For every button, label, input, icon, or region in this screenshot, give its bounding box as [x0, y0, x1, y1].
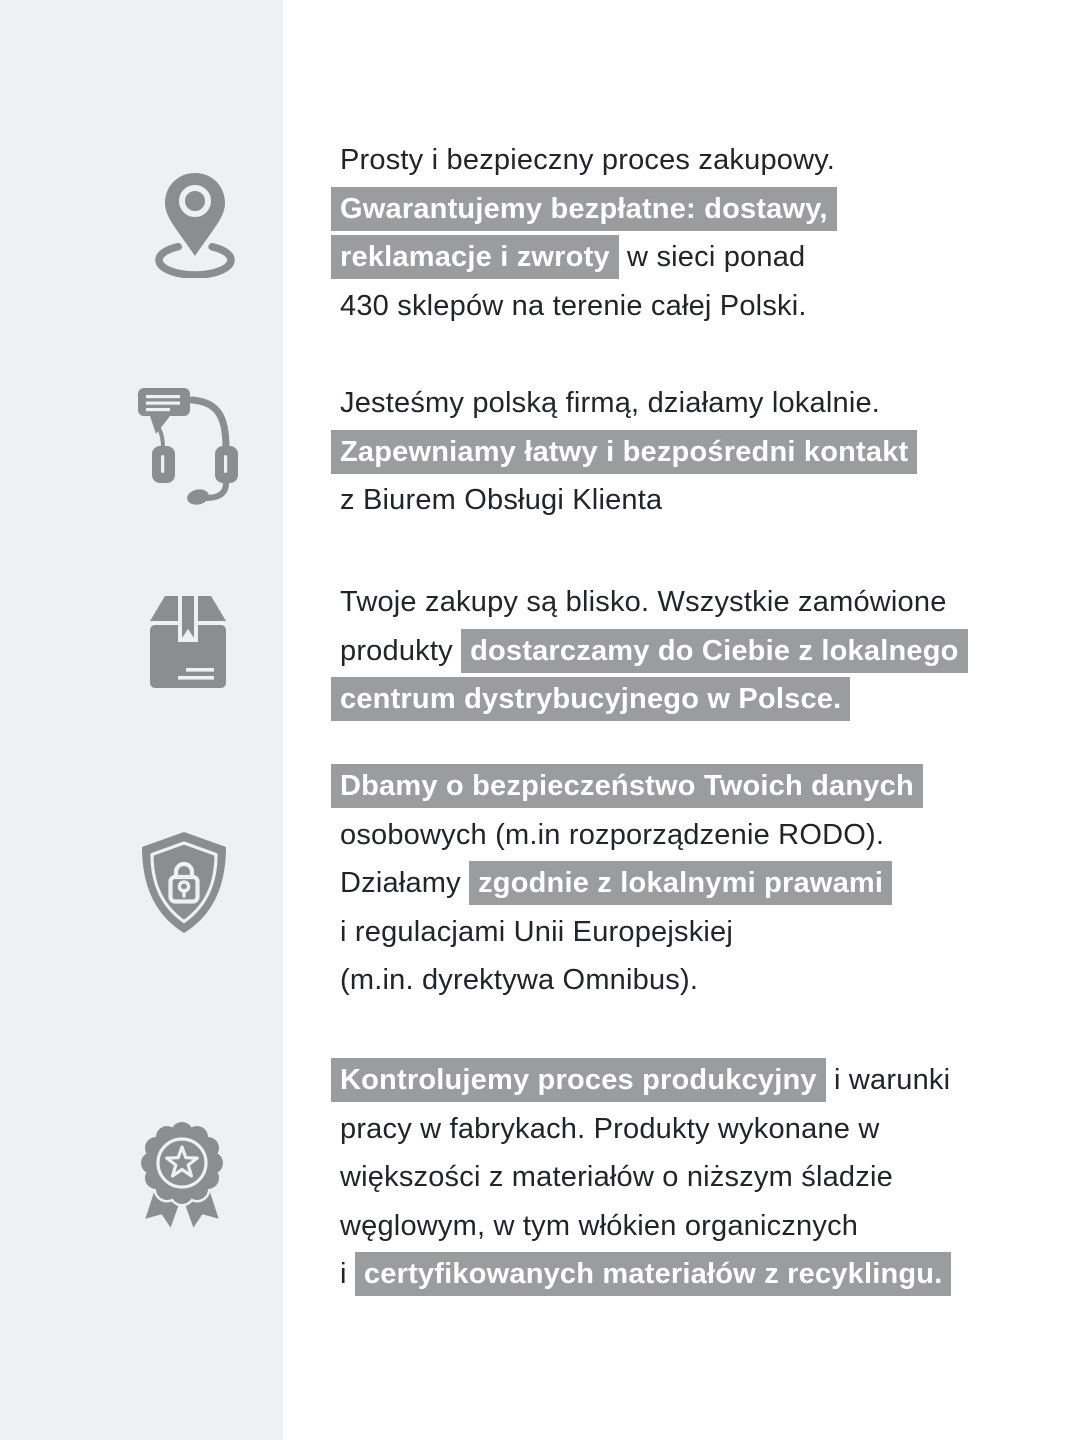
text-line [330, 1202, 1075, 1251]
text-line [330, 956, 1075, 1005]
text-line [330, 1153, 1075, 1202]
text-line [330, 908, 1075, 957]
package-box-icon [150, 596, 226, 688]
text-line [330, 185, 1075, 234]
text-line [330, 675, 1075, 724]
text-line [330, 136, 1075, 185]
text-line [330, 627, 1075, 676]
text-segment: węglowym, w tym włókien organicznych [340, 1209, 859, 1242]
text-line [330, 233, 1075, 282]
text-line [330, 282, 1075, 331]
text-segment: i regulacjami Unii Europejskiej [340, 915, 734, 948]
text-segment: Twoje zakupy są blisko. Wszystkie zamówione [340, 586, 947, 618]
text-line [330, 428, 1075, 477]
text-segment: Działamy [340, 867, 461, 899]
highlighted-text-segment: zgodnie z lokalnymi prawami [469, 861, 892, 905]
highlighted-text-segment: centrum dystrybucyjnego w Polsce. [331, 677, 850, 721]
text-line [330, 1250, 1075, 1299]
text-segment: i [340, 1258, 347, 1290]
text-line [330, 578, 1075, 627]
text-segment: 430 sklepów na terenie całej Polski. [340, 289, 807, 322]
shield-lock-icon [138, 830, 230, 935]
feature-section-stores [330, 136, 1075, 330]
text-line [330, 1056, 1075, 1105]
feature-section-data-privacy [330, 762, 1075, 1005]
feature-section-production [330, 1056, 1075, 1299]
award-badge-icon [134, 1119, 230, 1235]
text-line [330, 379, 1075, 428]
icon-sidebar [0, 0, 283, 1440]
highlighted-text-segment: reklamacje i zwroty [331, 235, 619, 279]
highlighted-text-segment: Gwarantujemy bezpłatne: dostawy, [331, 187, 837, 231]
feature-section-contact [330, 379, 1075, 525]
text-segment: Prosty i bezpieczny proces zakupowy. [340, 144, 836, 176]
text-segment: i warunki [834, 1064, 951, 1096]
feature-section-delivery [330, 578, 1075, 724]
location-pin-icon [152, 172, 238, 278]
headset-chat-icon [136, 386, 238, 506]
text-segment: produkty [340, 634, 453, 667]
text-segment: z Biurem Obsługi Klienta [340, 484, 663, 516]
text-segment: Jesteśmy polską firmą, działamy lokalnie. [340, 387, 881, 419]
text-line [330, 811, 1075, 860]
text-line [330, 476, 1075, 525]
text-segment: (m.in. dyrektywa Omnibus). [340, 964, 699, 996]
highlighted-text-segment: dostarczamy do Ciebie z lokalnego [461, 629, 967, 673]
highlighted-text-segment: Dbamy o bezpieczeństwo Twoich danych [331, 764, 923, 808]
highlighted-text-segment: Zapewniamy łatwy i bezpośredni kontakt [331, 430, 917, 474]
text-segment: osobowych (m.in rozporządzenie RODO). [340, 818, 885, 851]
text-segment: pracy w fabrykach. Produkty wykonane w [340, 1112, 880, 1145]
highlighted-text-segment: Kontrolujemy proces produkcyjny [331, 1058, 826, 1102]
highlighted-text-segment: certyfikowanych materiałów z recyklingu. [355, 1252, 952, 1296]
text-segment: większości z materiałów o niższym śladzie [340, 1161, 893, 1193]
text-line [330, 1105, 1075, 1154]
text-line [330, 762, 1075, 811]
text-line [330, 859, 1075, 908]
text-segment: w sieci ponad [627, 241, 806, 273]
